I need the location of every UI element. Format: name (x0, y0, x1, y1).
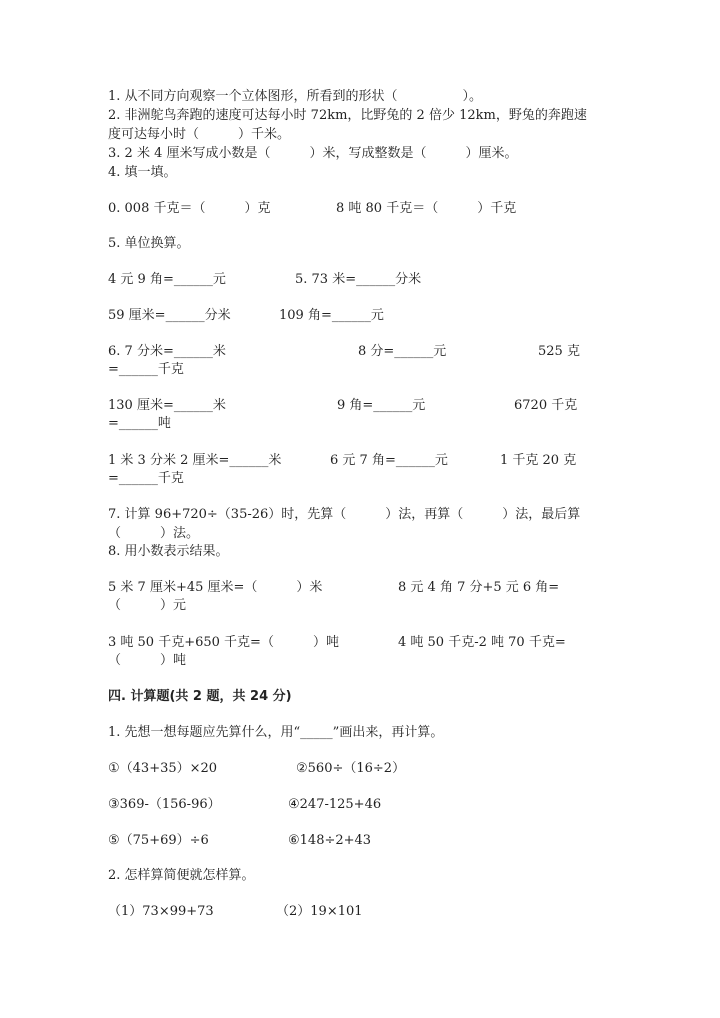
question-8-item-2b-line-2: （ ）吨 (108, 653, 187, 668)
question-7-line-2: （ ）法。 (108, 526, 200, 541)
problem-2: 2. 怎样算简便就怎样算。 (108, 868, 255, 883)
question-1: 1. 从不同方向观察一个立体图形，所看到的形状（ ）。 (108, 89, 483, 104)
question-5-item-2a: 59 厘米=______分米 (108, 308, 231, 323)
question-4: 4. 填一填。 (108, 165, 177, 180)
problem-1-item-1: ①（43+35）×20 (108, 761, 218, 776)
problem-1-item-5: ⑤（75+69）÷6 (108, 833, 209, 848)
problem-2-item-1: （1）73×99+73 (108, 904, 214, 919)
question-6-item-2c-line-1: 6720 千克 (514, 398, 578, 413)
problem-2-item-2: （2）19×101 (276, 904, 363, 919)
question-6-item-a: 6. 7 分米=______米 (108, 344, 226, 359)
question-3: 3. 2 米 4 厘米写成小数是（ ）米，写成整数是（ ）厘米。 (108, 146, 518, 161)
question-8-item-1b-line-2: （ ）元 (108, 598, 187, 613)
question-8-item-1b-line-1: 8 元 4 角 7 分+5 元 6 角= (398, 580, 560, 595)
question-6-item-3a: 1 米 3 分米 2 厘米=______米 (108, 453, 282, 468)
question-8-item-2a: 3 吨 50 千克+650 千克=（ ）吨 (108, 635, 339, 650)
question-4-item-b: 8 吨 80 千克＝（ ）千克 (336, 201, 517, 216)
question-7-line-1: 7. 计算 96+720÷（35-26）时，先算（ ）法，再算（ ）法，最后算 (108, 507, 581, 522)
problem-1-item-6: ⑥148÷2+43 (288, 833, 372, 848)
question-8-item-2b-line-1: 4 吨 50 千克-2 吨 70 千克= (398, 635, 566, 650)
question-6-item-3c-line-2: =______千克 (108, 471, 184, 486)
problem-1-item-3: ③369-（156-96） (108, 797, 221, 812)
question-6-item-2c-line-2: =______吨 (108, 416, 171, 431)
question-8-item-1a: 5 米 7 厘米+45 厘米=（ ）米 (108, 580, 323, 595)
problem-1: 1. 先想一想每题应先算什么，用“_____”画出来，再计算。 (108, 725, 444, 740)
question-8: 8. 用小数表示结果。 (108, 544, 229, 559)
question-6-item-3b: 6 元 7 角=______元 (330, 453, 448, 468)
problem-1-item-2: ②560÷（16÷2） (296, 761, 406, 776)
question-5-item-1b: 5. 73 米=______分米 (295, 272, 422, 287)
question-5-item-1a: 4 元 9 角=______元 (108, 272, 226, 287)
question-6-item-3c-line-1: 1 千克 20 克 (500, 453, 577, 468)
question-6-item-2b: 9 角=______元 (337, 398, 426, 413)
question-5-item-2b: 109 角=______元 (279, 308, 384, 323)
question-2-line-2: 度可达每小时（ ）千米。 (108, 127, 291, 142)
question-6-item-b: 8 分=______元 (358, 344, 447, 359)
section-4-heading: 四. 计算题(共 2 题，共 24 分) (108, 689, 292, 704)
question-2-line-1: 2. 非洲鸵鸟奔跑的速度可达每小时 72km，比野兔的 2 倍少 12km，野兔的奔跑速 (108, 108, 587, 123)
problem-1-item-4: ④247-125+46 (288, 797, 382, 812)
question-6-item-2a: 130 厘米=______米 (108, 398, 226, 413)
question-6-item-c-line-2: =______千克 (108, 362, 184, 377)
question-5: 5. 单位换算。 (108, 236, 190, 251)
question-4-item-a: 0. 008 千克＝（ ）克 (108, 201, 271, 216)
question-6-item-c-line-1: 525 克 (538, 344, 580, 359)
